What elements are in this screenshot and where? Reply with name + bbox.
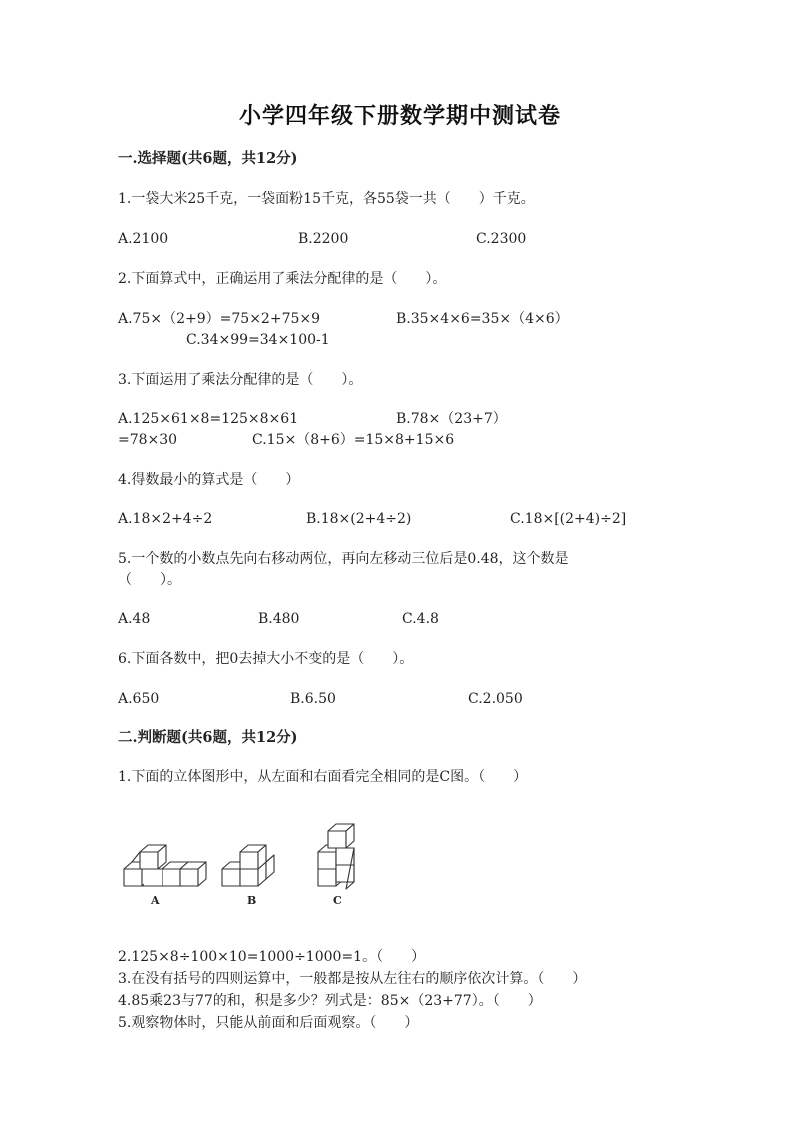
judgement-4: 4.85乘23与77的和，积是多少？列式是：85×（23+77）。（ ） xyxy=(118,993,542,1009)
question-5: 5.一个数的小数点先向右移动两位，再向左移动三位后是0.48，这个数是 xyxy=(118,551,569,567)
q5-option-b: B.480 xyxy=(258,611,300,627)
q3-option-c: C.15×（8+6）=15×8+15×6 xyxy=(252,432,455,448)
question-2: 2.下面算式中，正确运用了乘法分配律的是（ ）。 xyxy=(118,271,447,287)
question-5-continued: （ ）。 xyxy=(118,572,181,588)
question-3: 3.下面运用了乘法分配律的是（ ）。 xyxy=(118,372,363,388)
figure-label-c: C xyxy=(333,894,342,907)
cube-figures xyxy=(118,818,368,910)
cube-figure-b xyxy=(222,845,274,886)
judgement-2: 2.125×8÷100×10=1000÷1000=1。（ ） xyxy=(118,949,426,965)
q6-option-a: A.650 xyxy=(118,691,160,707)
q6-option-c: C.2.050 xyxy=(468,691,523,707)
section-heading-choice: 一.选择题(共6题，共12分) xyxy=(118,150,298,167)
question-4: 4.得数最小的算式是（ ） xyxy=(118,472,300,488)
q4-option-c: C.18×[(2+4)÷2] xyxy=(510,511,627,527)
q3-option-a: A.125×61×8=125×8×61 xyxy=(118,411,299,427)
q1-option-c: C.2300 xyxy=(476,231,527,247)
cube-figure-c xyxy=(318,824,354,889)
q2-option-c: C.34×99=34×100-1 xyxy=(186,332,330,348)
q5-option-c: C.4.8 xyxy=(402,611,439,627)
q3-option-b: B.78×（23+7） xyxy=(396,411,507,427)
page-title: 小学四年级下册数学期中测试卷 xyxy=(238,103,561,129)
section-heading-judgement: 二.判断题(共6题，共12分) xyxy=(118,729,298,746)
q4-option-b: B.18×(2+4÷2) xyxy=(306,511,412,527)
q1-option-a: A.2100 xyxy=(118,231,169,247)
q3-option-b-continued: =78×30 xyxy=(118,432,178,448)
q5-option-a: A.48 xyxy=(118,611,151,627)
question-6: 6.下面各数中，把0去掉大小不变的是（ ）。 xyxy=(118,651,414,667)
q2-option-a: A.75×（2+9）=75×2+75×9 xyxy=(118,311,321,327)
question-1: 1.一袋大米25千克，一袋面粉15千克，各55袋一共（ ）千克。 xyxy=(118,191,535,207)
q1-option-b: B.2200 xyxy=(298,231,349,247)
cube-figure-a xyxy=(124,845,206,886)
q6-option-b: B.6.50 xyxy=(290,691,336,707)
q2-option-b: B.35×4×6=35×（4×6） xyxy=(396,311,569,327)
judgement-1: 1.下面的立体图形中，从左面和右面看完全相同的是C图。（ ） xyxy=(118,769,528,785)
judgement-3: 3.在没有括号的四则运算中，一般都是按从左往右的顺序依次计算。（ ） xyxy=(118,971,587,987)
figure-label-b: B xyxy=(247,894,257,907)
judgement-5: 5.观察物体时，只能从前面和后面观察。（ ） xyxy=(118,1015,419,1031)
figure-label-a: A xyxy=(151,894,160,907)
q4-option-a: A.18×2+4÷2 xyxy=(118,511,213,527)
